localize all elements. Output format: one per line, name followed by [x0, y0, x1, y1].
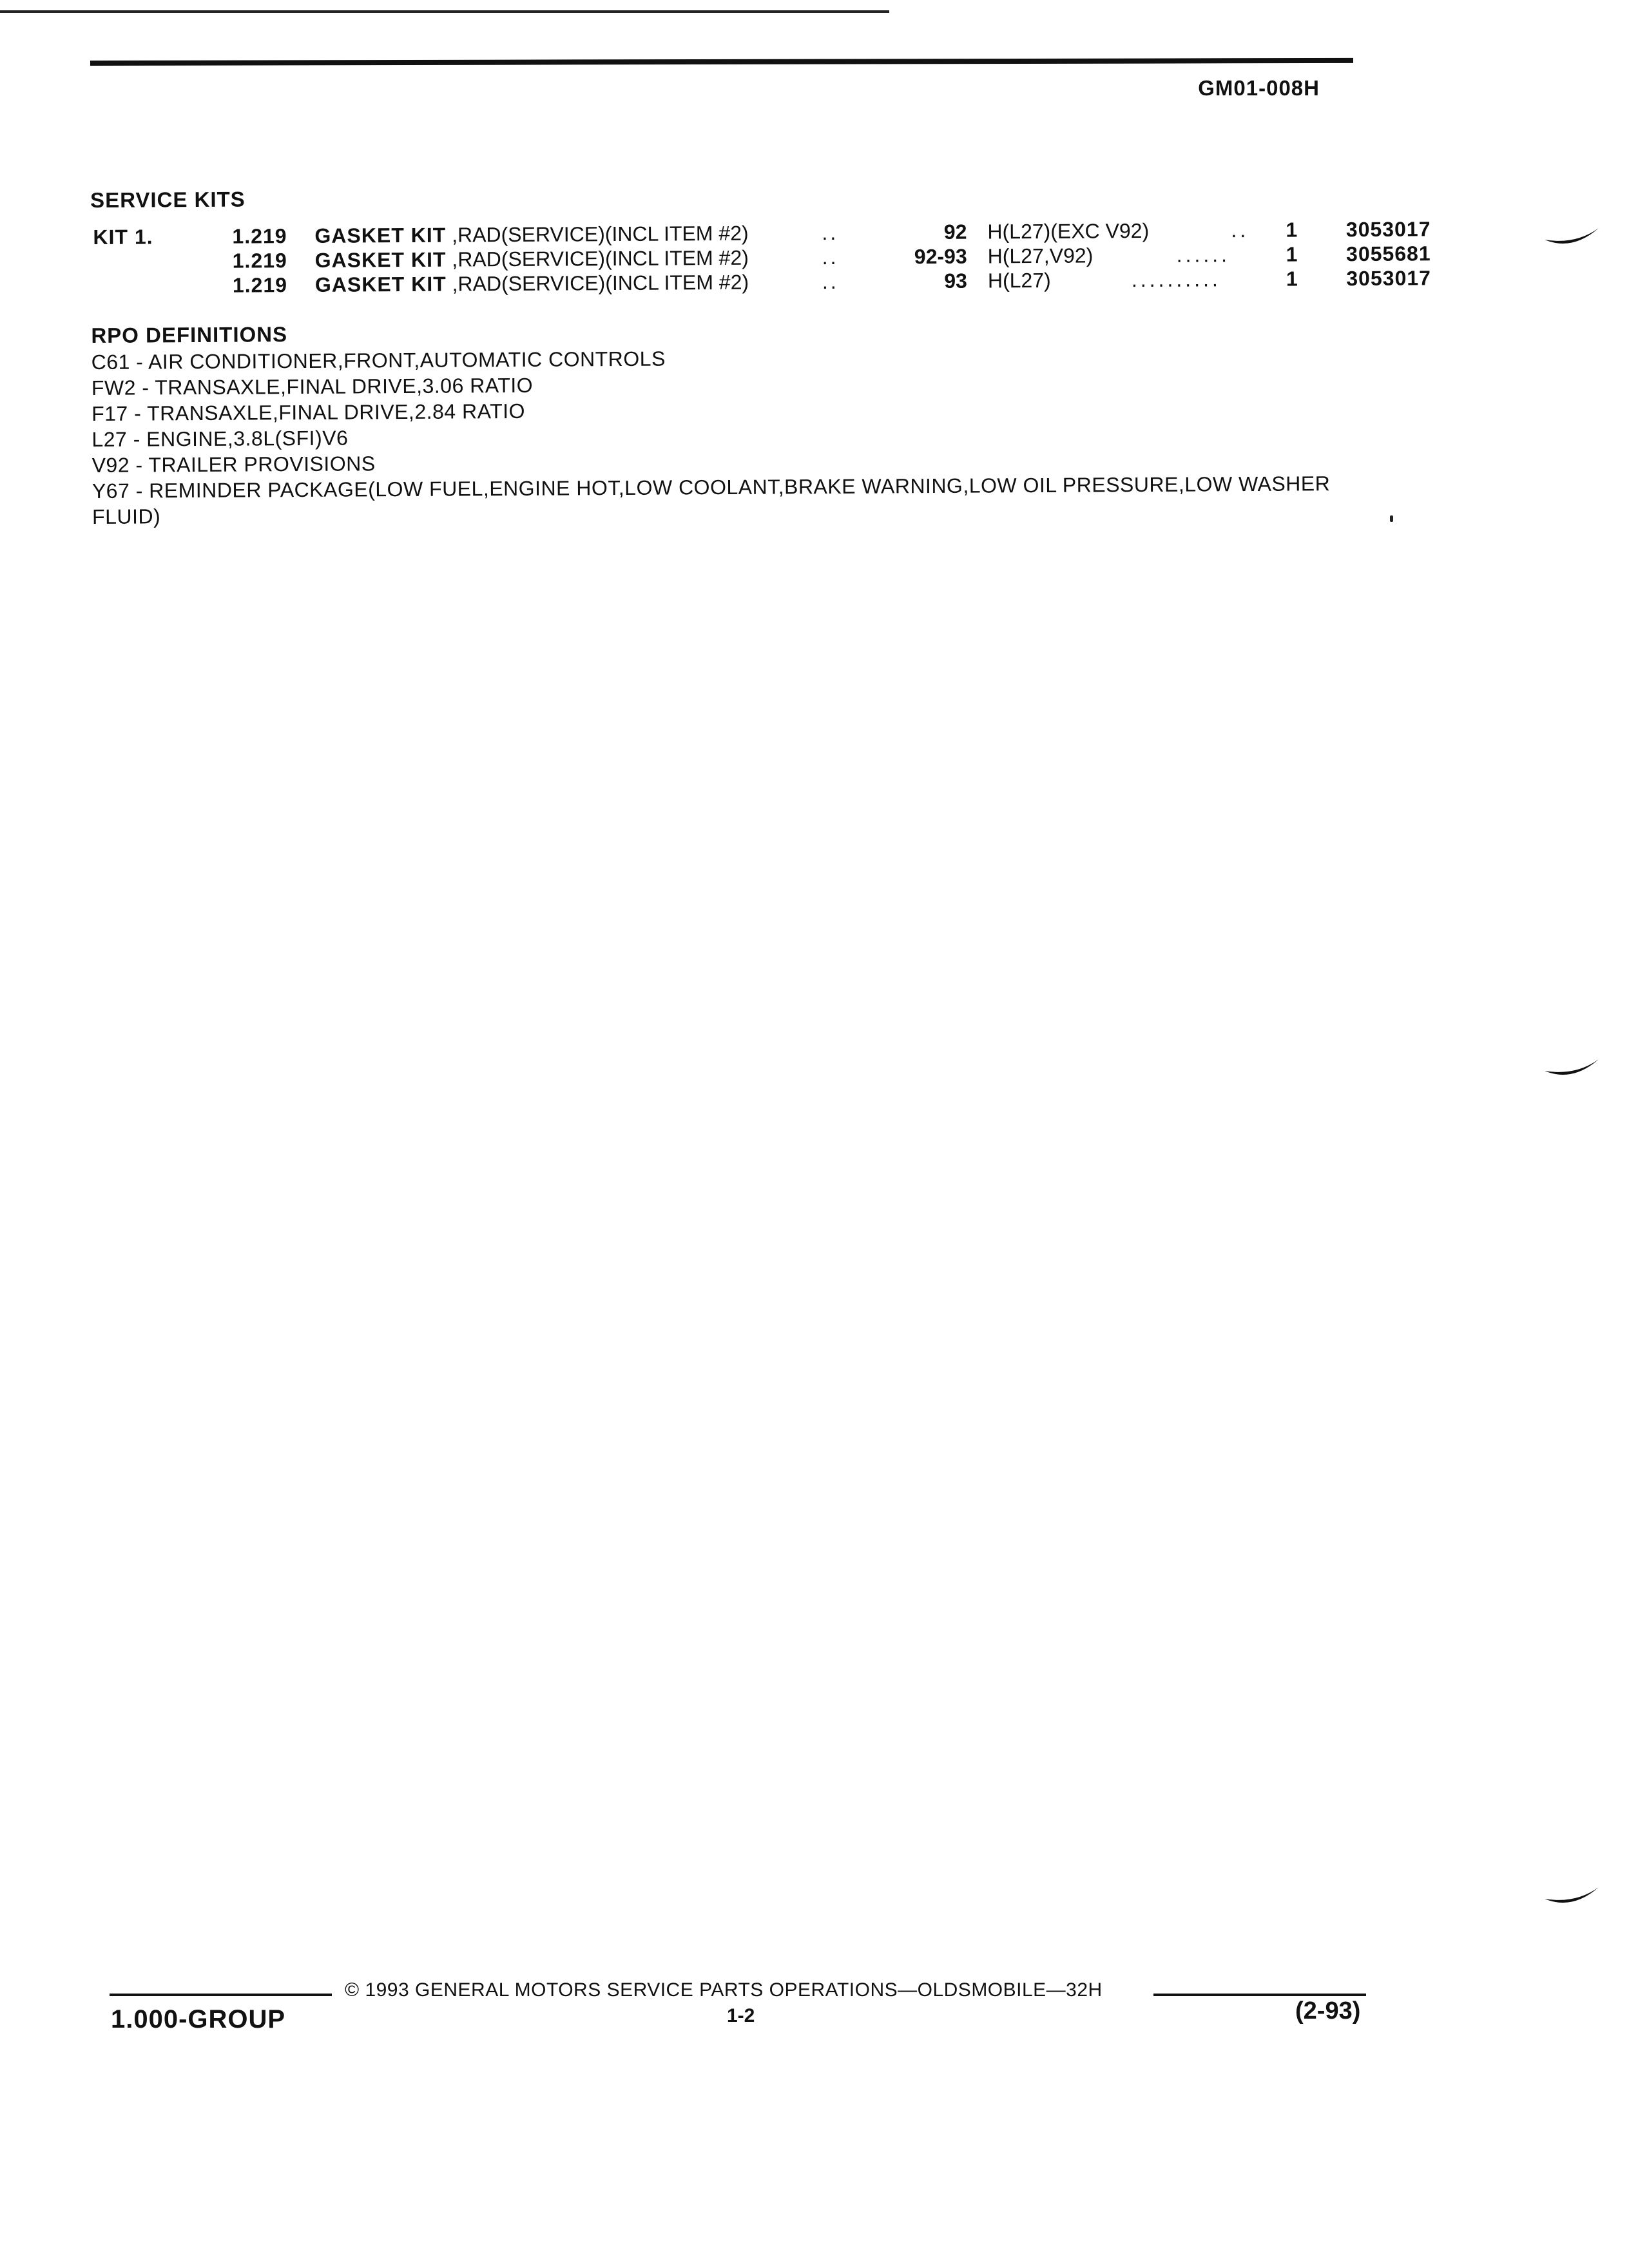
- kit-name: GASKET KIT: [314, 272, 447, 296]
- kit-application: H(L27)(EXC V92): [987, 218, 1150, 244]
- kit-part-number: 3053017: [1346, 266, 1431, 291]
- kit-part-number: 3053017: [1345, 217, 1431, 242]
- footer-copyright: © 1993 GENERAL MOTORS SERVICE PARTS OPERATIONS—OLDSMOBILE—32H: [345, 1979, 1103, 2001]
- kit-application: H(L27,V92): [987, 244, 1094, 268]
- rpo-item: Y67 - REMINDER PACKAGE(LOW FUEL,ENGINE HOT,LOW COOLANT,BRAKE WARNING,LOW OIL PRESSURE,LOW WASHER FLUID): [92, 472, 1331, 528]
- document-code: GM01-008H: [1198, 76, 1320, 100]
- service-kits-table: [90, 209, 1431, 307]
- service-kits-title: SERVICE KITS: [90, 187, 246, 212]
- kit-year: 92: [943, 220, 967, 244]
- kit-part-number: 3055681: [1345, 242, 1431, 266]
- footer-rule-right: [1153, 1994, 1366, 1996]
- kit-detail: ,RAD(SERVICE)(INCL ITEM #2): [446, 245, 749, 271]
- kit-description: [315, 271, 749, 297]
- rpo-item: F17 - TRANSAXLE,FINAL DRIVE,2.84 RATIO: [92, 399, 526, 425]
- kit-name: GASKET KIT: [314, 247, 447, 272]
- binder-ring-mark: [1543, 1057, 1601, 1082]
- footer-group: 1.000-GROUP: [111, 2005, 286, 2033]
- footer-date: (2-93): [1295, 1997, 1361, 2024]
- header-rule: [90, 58, 1353, 66]
- kit-ref: 1.219: [232, 273, 288, 297]
- kit-quantity: 1: [1286, 218, 1298, 242]
- kit-year: 92-93: [914, 244, 967, 269]
- kit-name: GASKET KIT: [314, 223, 447, 247]
- application-dots: ..........: [1131, 267, 1221, 292]
- scan-edge-rule: [0, 10, 889, 13]
- kit-detail: ,RAD(SERVICE)(INCL ITEM #2): [446, 270, 749, 296]
- binder-ring-mark: [1543, 1885, 1601, 1910]
- footer-rule-left: [110, 1994, 332, 1996]
- rpo-item: V92 - TRAILER PROVISIONS: [92, 452, 376, 477]
- kit-ref: 1.219: [232, 224, 287, 248]
- kit-label: KIT 1.: [93, 225, 153, 249]
- kit-detail: ,RAD(SERVICE)(INCL ITEM #2): [446, 221, 749, 247]
- footer-page-number: 1-2: [727, 2005, 755, 2026]
- rpo-definitions: [91, 316, 1381, 530]
- main-content: [90, 180, 1431, 530]
- leader-dots: ..: [822, 269, 839, 294]
- leader-dots: ..: [822, 245, 839, 269]
- rpo-item: C61 - AIR CONDITIONER,FRONT,AUTOMATIC CONTROLS: [91, 347, 666, 374]
- binder-ring-mark: [1543, 226, 1601, 251]
- rpo-item: L27 - ENGINE,3.8L(SFI)V6: [92, 426, 349, 451]
- application-dots: ..: [1231, 218, 1249, 242]
- kit-application: H(L27): [987, 268, 1051, 293]
- kit-description: [315, 246, 749, 273]
- rpo-title: RPO DEFINITIONS: [91, 322, 288, 347]
- kit-quantity: 1: [1286, 267, 1298, 291]
- scan-speck: [1390, 515, 1393, 522]
- kit-description: [314, 222, 748, 248]
- kit-quantity: 1: [1286, 242, 1298, 266]
- rpo-item: FW2 - TRANSAXLE,FINAL DRIVE,3.06 RATIO: [91, 373, 534, 399]
- application-dots: ......: [1176, 243, 1231, 267]
- leader-dots: ..: [822, 220, 839, 245]
- kit-year: 93: [944, 269, 968, 293]
- kit-ref: 1.219: [232, 249, 287, 273]
